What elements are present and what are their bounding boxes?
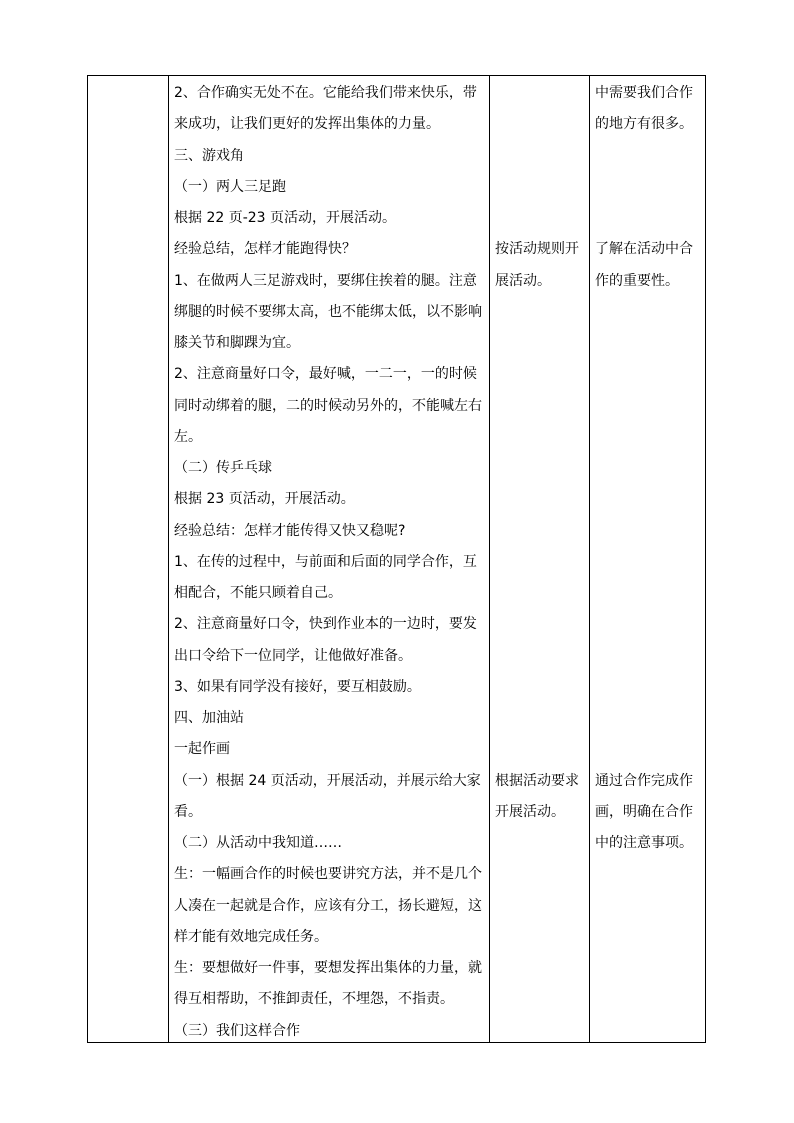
column-divider	[168, 76, 169, 1042]
text-line: 样才能有效地完成任务。	[174, 929, 328, 945]
text-line: 根据 23 页活动，开展活动。	[174, 491, 355, 507]
text-line: 展活动。	[495, 273, 551, 289]
text-line: 根据 22 页-23 页活动，开展活动。	[174, 210, 397, 226]
text-line: 经验总结：怎样才能传得又快又稳呢?	[174, 523, 406, 539]
text-line: 生：要想做好一件事，要想发挥出集体的力量，就	[174, 960, 482, 976]
lesson-table	[87, 75, 706, 1043]
text-line: 得互相帮助，不推卸责任，不埋怨，不指责。	[174, 991, 454, 1007]
text-line: 来成功，让我们更好的发挥出集体的力量。	[174, 116, 440, 132]
text-line: 1、在做两人三足游戏时，要绑住挨着的腿。注意	[174, 273, 477, 289]
text-line: 绑腿的时候不要绑太高，也不能绑太低，以不影响	[174, 304, 482, 320]
text-line: 画，明确在合作	[595, 804, 693, 820]
text-line: 2、注意商量好口令，快到作业本的一边时，要发	[174, 616, 477, 632]
text-line: （二）从活动中我知道……	[174, 835, 342, 851]
section-heading: 三、游戏角	[174, 148, 244, 164]
text-line: 的地方有很多。	[595, 116, 693, 132]
text-line: 左。	[174, 429, 202, 445]
text-line: 看。	[174, 804, 202, 820]
text-line: （一）根据 24 页活动，开展活动，并展示给大家	[174, 773, 481, 789]
text-line: 2、合作确实无处不在。它能给我们带来快乐，带	[174, 85, 477, 101]
text-line: 根据活动要求	[495, 773, 579, 789]
text-line: 一起作画	[174, 741, 230, 757]
text-line: 生：一幅画合作的时候也要讲究方法，并不是几个	[174, 866, 482, 882]
text-line: 了解在活动中合	[595, 241, 693, 257]
text-line: 膝关节和脚踝为宜。	[174, 335, 300, 351]
text-line: 出口令给下一位同学，让他做好准备。	[174, 648, 412, 664]
subsection-heading: （二）传乒乓球	[174, 460, 272, 476]
text-line: 中的注意事项。	[595, 835, 693, 851]
text-line: 作的重要性。	[595, 273, 679, 289]
text-line: 按活动规则开	[495, 241, 579, 257]
section-heading: 四、加油站	[174, 710, 244, 726]
text-line: 通过合作完成作	[595, 773, 693, 789]
text-line: 相配合，不能只顾着自己。	[174, 585, 342, 601]
text-line: 经验总结，怎样才能跑得快？	[174, 241, 356, 257]
text-line: 2、注意商量好口令，最好喊，一二一，一的时候	[174, 366, 477, 382]
text-line: 3、如果有同学没有接好，要互相鼓励。	[174, 679, 421, 695]
text-line: 中需要我们合作	[595, 85, 693, 101]
text-line: 开展活动。	[495, 804, 565, 820]
text-line: 同时动绑着的腿，二的时候动另外的，不能喊左右	[174, 398, 482, 414]
column-divider	[489, 76, 490, 1042]
subsection-heading: （一）两人三足跑	[174, 179, 286, 195]
text-line: 1、在传的过程中，与前面和后面的同学合作，互	[174, 554, 477, 570]
column-divider	[589, 76, 590, 1042]
text-line: 人凑在一起就是合作，应该有分工，扬长避短，这	[174, 898, 482, 914]
text-line: （三）我们这样合作	[174, 1023, 300, 1039]
